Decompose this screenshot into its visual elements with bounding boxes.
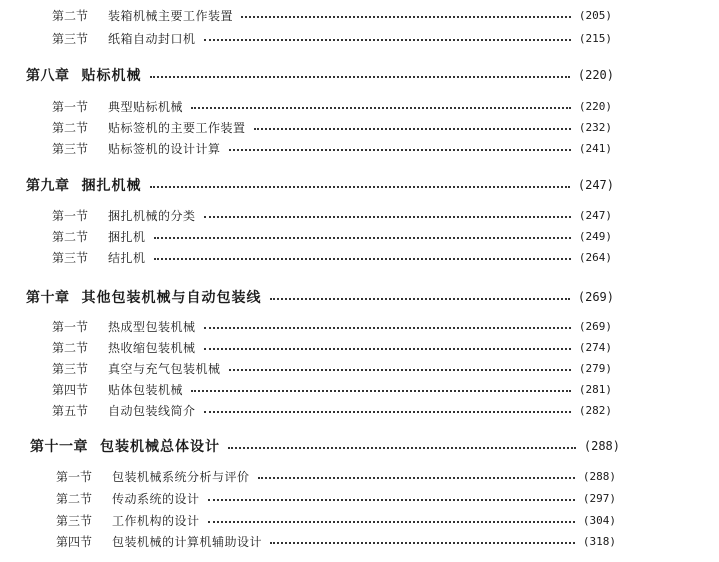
section-number: 第四节 bbox=[52, 382, 89, 397]
section-number: 第四节 bbox=[56, 534, 93, 549]
chapter-title: 捆扎机械 bbox=[81, 178, 142, 194]
dot-leader bbox=[154, 258, 571, 260]
toc-section-row bbox=[56, 467, 616, 485]
chapter-title: 其他包装机械与自动包装线 bbox=[81, 290, 262, 306]
section-number: 第二节 bbox=[56, 491, 93, 506]
section-title: 装箱机械主要工作装置 bbox=[108, 8, 234, 23]
page-number: (282) bbox=[578, 403, 612, 417]
page-number: (288) bbox=[583, 439, 620, 453]
section-title: 传动系统的设计 bbox=[112, 491, 200, 506]
page-number: (247) bbox=[578, 208, 612, 222]
dot-leader bbox=[254, 128, 571, 130]
toc-section-row bbox=[52, 118, 612, 136]
page-number: (318) bbox=[582, 534, 616, 548]
page-number: (274) bbox=[578, 340, 612, 354]
dot-leader bbox=[241, 16, 571, 18]
section-title: 结扎机 bbox=[108, 250, 146, 265]
page-number: (269) bbox=[577, 290, 614, 304]
toc-section-row bbox=[52, 359, 612, 377]
toc-chapter-row bbox=[26, 65, 614, 85]
section-title: 贴标签机的设计计算 bbox=[108, 141, 221, 156]
dot-leader bbox=[204, 216, 571, 218]
section-number: 第一节 bbox=[52, 99, 89, 114]
section-number: 第三节 bbox=[52, 141, 89, 156]
page-number: (249) bbox=[578, 229, 612, 243]
dot-leader bbox=[204, 348, 571, 350]
dot-leader bbox=[204, 411, 571, 413]
section-number: 第一节 bbox=[52, 208, 89, 223]
section-title: 贴标签机的主要工作装置 bbox=[108, 120, 246, 135]
chapter-number: 第九章 bbox=[26, 178, 70, 194]
section-title: 捆扎机 bbox=[108, 229, 146, 244]
dot-leader bbox=[204, 39, 571, 41]
toc-section-row bbox=[52, 227, 612, 245]
page-number: (269) bbox=[578, 319, 612, 333]
page-number: (241) bbox=[578, 141, 612, 155]
page-number: (264) bbox=[578, 250, 612, 264]
toc-chapter-row bbox=[30, 436, 620, 456]
chapter-title: 贴标机械 bbox=[81, 68, 142, 84]
page-number: (304) bbox=[582, 513, 616, 527]
toc-section-row bbox=[52, 317, 612, 335]
page-number: (288) bbox=[582, 469, 616, 483]
page-number: (220) bbox=[577, 68, 614, 82]
section-number: 第二节 bbox=[52, 340, 89, 355]
section-number: 第一节 bbox=[56, 469, 93, 484]
dot-leader bbox=[154, 237, 571, 239]
dot-leader bbox=[150, 186, 570, 188]
chapter-number: 第八章 bbox=[26, 68, 70, 84]
page-number: (281) bbox=[578, 382, 612, 396]
section-number: 第三节 bbox=[52, 250, 89, 265]
toc-section-row bbox=[52, 97, 612, 115]
section-title: 热成型包装机械 bbox=[108, 319, 196, 334]
section-title: 捆扎机械的分类 bbox=[108, 208, 196, 223]
page-number: (205) bbox=[578, 8, 612, 22]
toc-section-row bbox=[52, 248, 612, 266]
section-number: 第三节 bbox=[56, 513, 93, 528]
dot-leader bbox=[208, 521, 575, 523]
chapter-number: 第十章 bbox=[26, 290, 70, 306]
section-number: 第三节 bbox=[52, 31, 89, 46]
toc-section-row bbox=[56, 532, 616, 550]
section-title: 贴体包装机械 bbox=[108, 382, 184, 397]
page-number: (279) bbox=[578, 361, 612, 375]
section-title: 自动包装线简介 bbox=[108, 403, 196, 418]
toc-section-row bbox=[56, 489, 616, 507]
section-title: 包装机械系统分析与评价 bbox=[112, 469, 250, 484]
section-number: 第一节 bbox=[52, 319, 89, 334]
dot-leader bbox=[204, 327, 571, 329]
section-title: 工作机构的设计 bbox=[112, 513, 200, 528]
dot-leader bbox=[150, 76, 570, 78]
dot-leader bbox=[229, 149, 571, 151]
section-number: 第五节 bbox=[52, 403, 89, 418]
page-number: (215) bbox=[578, 31, 612, 45]
toc-section-row bbox=[52, 380, 612, 398]
page-number: (232) bbox=[578, 120, 612, 134]
toc-chapter-row bbox=[26, 175, 614, 195]
toc-section-row bbox=[52, 6, 612, 24]
section-title: 包装机械的计算机辅助设计 bbox=[112, 534, 263, 549]
dot-leader bbox=[228, 447, 576, 449]
toc-chapter-row bbox=[26, 287, 614, 307]
dot-leader bbox=[191, 390, 571, 392]
section-title: 纸箱自动封口机 bbox=[108, 31, 196, 46]
section-number: 第三节 bbox=[52, 361, 89, 376]
dot-leader bbox=[270, 298, 570, 300]
toc-section-row bbox=[56, 511, 616, 529]
toc-section-row bbox=[52, 206, 612, 224]
section-title: 热收缩包装机械 bbox=[108, 340, 196, 355]
toc-section-row bbox=[52, 139, 612, 157]
dot-leader bbox=[208, 499, 575, 501]
toc-section-row bbox=[52, 29, 612, 47]
section-number: 第二节 bbox=[52, 120, 89, 135]
section-title: 典型贴标机械 bbox=[108, 99, 184, 114]
dot-leader bbox=[258, 477, 575, 479]
chapter-title: 包装机械总体设计 bbox=[100, 439, 220, 455]
toc-section-row bbox=[52, 338, 612, 356]
page-number: (220) bbox=[578, 99, 612, 113]
section-number: 第二节 bbox=[52, 229, 89, 244]
section-title: 真空与充气包装机械 bbox=[108, 361, 221, 376]
dot-leader bbox=[270, 542, 575, 544]
chapter-number: 第十一章 bbox=[30, 439, 88, 455]
dot-leader bbox=[191, 107, 571, 109]
page-number: (297) bbox=[582, 491, 616, 505]
page-number: (247) bbox=[577, 178, 614, 192]
dot-leader bbox=[229, 369, 571, 371]
section-number: 第二节 bbox=[52, 8, 89, 23]
toc-section-row bbox=[52, 401, 612, 419]
